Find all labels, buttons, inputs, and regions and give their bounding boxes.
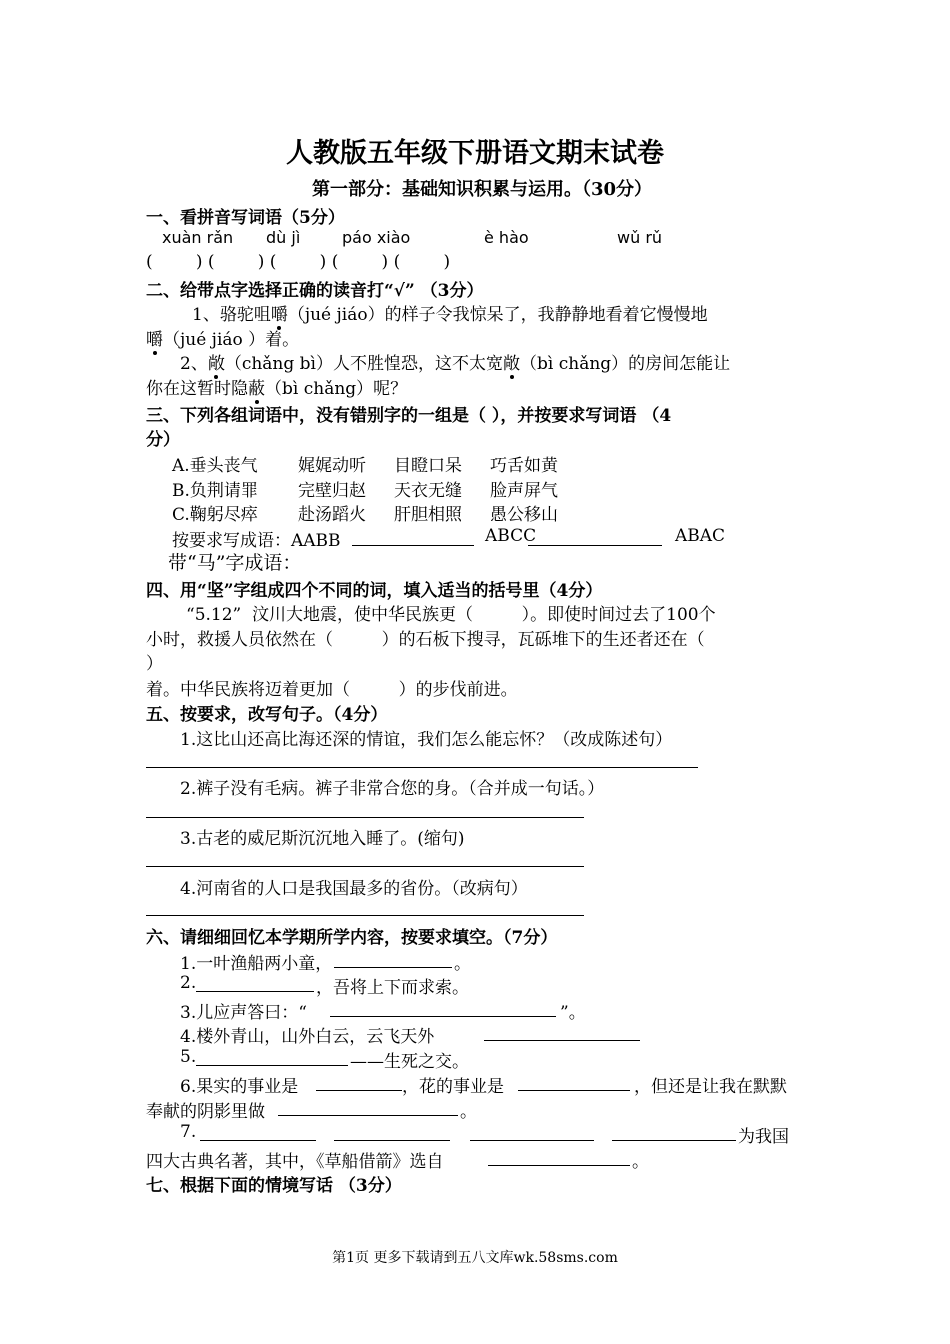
dotted-char: 敞 <box>207 354 225 374</box>
idiom-request: 按要求写成语：AABB <box>172 531 341 551</box>
option-b-1: B.负荆请罪 <box>172 481 258 501</box>
s4-line-3: ） <box>146 654 163 674</box>
fill-4: 4.楼外青山，山外白云，云飞天外 <box>180 1027 435 1047</box>
fill-6-blank-3[interactable] <box>278 1115 458 1116</box>
fill-5: 5. <box>180 1047 197 1067</box>
option-c-3: 肝胆相照 <box>394 505 462 525</box>
option-c-4: 愚公移山 <box>490 505 558 525</box>
pinyin-5: wǔ rǔ <box>617 228 663 247</box>
answer-brackets[interactable]: ( ) ( ) ( ) ( ) ( ) <box>146 252 451 272</box>
option-c-2: 赴汤蹈火 <box>298 505 366 525</box>
fill-7-blank-1[interactable] <box>200 1140 316 1141</box>
fill-6-blank-2[interactable] <box>518 1090 630 1091</box>
pinyin-3: páo xiào <box>342 228 411 247</box>
section-2-heading: 二、给带点字选择正确的读音打“√” （3分） <box>146 281 484 301</box>
fill-2: 2. <box>180 973 197 993</box>
fill-6d: 奉献的阴影里做 <box>146 1102 265 1122</box>
pinyin-1: xuàn rǎn <box>162 228 234 247</box>
horse-idiom-label: 带“马”字成语： <box>168 552 302 574</box>
fill-6c: ，但还是让我在默默 <box>634 1077 787 1097</box>
fill-7-blank-5[interactable] <box>488 1165 630 1166</box>
option-b-4: 脸声屏气 <box>490 481 558 501</box>
fill-7-end: 为我国 <box>738 1127 789 1147</box>
page-footer: 第1页 更多下载请到五八文库wk.58sms.com <box>332 1250 618 1266</box>
section-5-heading: 五、按要求，改写句子。（4分） <box>146 705 388 725</box>
fill-3: 3.儿应声答曰：“ <box>180 1003 307 1023</box>
answer-line-2[interactable] <box>146 817 584 818</box>
fill-7: 7. <box>180 1122 197 1142</box>
part-heading: 第一部分：基础知识积累与运用。（30分） <box>312 179 653 200</box>
section-7-heading: 七、根据下面的情境写话 （3分） <box>146 1176 402 1196</box>
fill-7f: 四大古典名著，其中，《草船借箭》选自 <box>146 1152 444 1172</box>
answer-line-4[interactable] <box>146 915 584 916</box>
fill-6a: 6.果实的事业是 <box>180 1077 299 1097</box>
fill-3-end: ”。 <box>560 1003 586 1023</box>
fill-5-end: ——生死之交。 <box>350 1052 469 1072</box>
option-b-3: 天衣无缝 <box>394 481 462 501</box>
rewrite-item-1: 1.这比山还高比海还深的情谊，我们怎么能忘怀？（改成陈述句） <box>180 730 673 750</box>
rewrite-item-4: 4.河南省的人口是我国最多的省份。（改病句） <box>180 879 528 899</box>
fill-2-blank[interactable] <box>196 991 314 992</box>
fill-5-blank[interactable] <box>196 1065 348 1066</box>
s2-line-4: 你在这暂时隐蔽（bì chǎng）呢？ <box>146 379 408 399</box>
option-c-1: C.鞠躬尽瘁 <box>172 505 258 525</box>
fill-7-blank-4[interactable] <box>612 1140 736 1141</box>
abac-label: ABAC <box>675 526 726 546</box>
s4-line-2: 小时，救援人员依然在（ ）的石板下搜寻，瓦砾堆下的生还者还在（ <box>146 630 705 650</box>
abcc-label: ABCC <box>485 526 537 546</box>
fill-7-blank-2[interactable] <box>334 1140 450 1141</box>
fill-1-end: 。 <box>454 954 471 974</box>
fill-3-blank[interactable] <box>330 1016 556 1017</box>
option-a-4: 巧舌如黄 <box>490 456 558 476</box>
fill-7-blank-3[interactable] <box>470 1140 594 1141</box>
fill-1-blank[interactable] <box>334 967 452 968</box>
s2-line-1: 1、骆驼咀嚼（jué jiáo）的样子令我惊呆了，我静静地看着它慢慢地 <box>192 305 708 325</box>
answer-line-3[interactable] <box>146 866 584 867</box>
pinyin-4: è hào <box>484 228 529 247</box>
page-title: 人教版五年级下册语文期末试卷 <box>286 138 664 169</box>
abcc-blank[interactable] <box>528 545 662 546</box>
rewrite-item-2: 2.裤子没有毛病。裤子非常合您的身。（合并成一句话。） <box>180 779 605 799</box>
fill-7g: 。 <box>632 1152 649 1172</box>
dotted-char: 敞 <box>503 354 520 374</box>
answer-line-1[interactable] <box>146 767 698 768</box>
option-a-2: 娓娓动听 <box>298 456 366 476</box>
fill-6e: 。 <box>460 1102 477 1122</box>
fill-4-blank[interactable] <box>484 1040 640 1041</box>
pinyin-2: dù jì <box>266 228 301 247</box>
dotted-char: 嚼 <box>146 330 163 350</box>
s4-line-4: 着。中华民族将迈着更加（ ）的步伐前进。 <box>146 680 518 700</box>
dotted-char: 嚼 <box>270 305 288 325</box>
aabb-blank[interactable] <box>352 545 474 546</box>
section-1-heading: 一、看拼音写词语（5分） <box>146 208 345 228</box>
option-a-3: 目瞪口呆 <box>394 456 462 476</box>
rewrite-item-3: 3.古老的威尼斯沉沉地入睡了。(缩句) <box>180 829 465 849</box>
fill-2-end: ，吾将上下而求索。 <box>316 978 469 998</box>
s2-line-2: 嚼（jué jiáo ）着。 <box>146 330 300 350</box>
section-6-heading: 六、请细细回忆本学期所学内容，按要求填空。（7分） <box>146 928 558 948</box>
s4-line-1: “5.12” 汶川大地震，使中华民族更（ ）。即使时间过去了100个 <box>186 605 716 625</box>
fill-6b: ，花的事业是 <box>402 1077 504 1097</box>
s2-line-3: 2、敞（chǎng bì）人不胜惶恐，这不太宽敞（bì chǎng）的房间怎能让 <box>180 354 731 374</box>
fill-6-blank-1[interactable] <box>316 1090 402 1091</box>
fill-1: 1.一叶渔船两小童， <box>180 954 333 974</box>
section-4-heading: 四、用“坚”字组成四个不同的词，填入适当的括号里（4分） <box>146 581 603 601</box>
option-b-2: 完壁归赵 <box>298 481 366 501</box>
section-3-heading-cont: 分） <box>146 430 180 450</box>
dotted-char: 蔽 <box>248 379 265 399</box>
option-a-1: A.垂头丧气 <box>172 456 258 476</box>
section-3-heading: 三、下列各组词语中，没有错别字的一组是（ ），并按要求写词语 （4 <box>146 406 672 426</box>
